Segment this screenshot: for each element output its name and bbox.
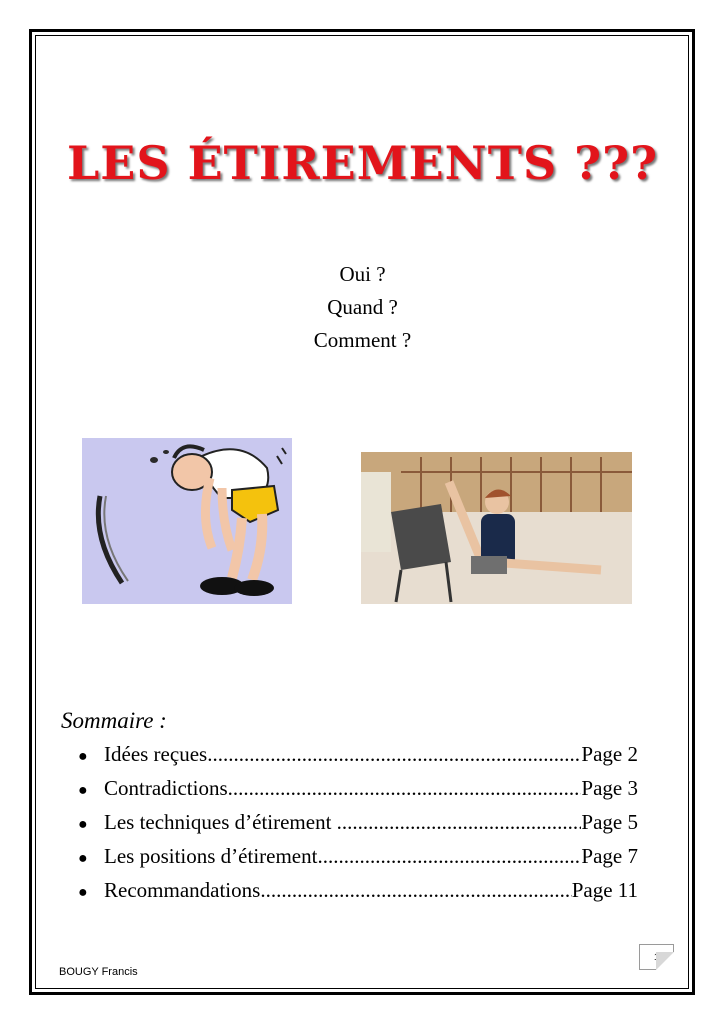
dot-leader xyxy=(337,810,582,835)
toc-item xyxy=(78,742,638,776)
page-number-box xyxy=(639,944,674,970)
toc-item xyxy=(78,844,638,878)
photo-gymnast-stretching-image xyxy=(361,452,632,604)
question-comment: Comment ? xyxy=(313,328,412,352)
toc-item-page: Page 11 xyxy=(571,878,638,902)
toc-item-label: Recommandations xyxy=(104,878,261,902)
bullet-icon: ● xyxy=(78,816,88,833)
toc-item-page: Page 7 xyxy=(581,844,638,868)
footer-author: BOUGY Francis xyxy=(59,966,138,978)
toc-item-label: Contradictions xyxy=(104,776,228,800)
question-quand: Quand ? xyxy=(327,295,398,319)
dot-leader xyxy=(207,742,581,767)
toc-item-label: Les techniques d’étirement xyxy=(104,810,337,834)
table-of-contents xyxy=(78,742,638,912)
dot-leader xyxy=(260,878,571,903)
toc-item-page: Page 5 xyxy=(581,810,638,834)
dot-leader xyxy=(228,776,582,801)
toc-item-page: Page 3 xyxy=(581,776,638,800)
cartoon-stretching-man-image xyxy=(82,438,292,604)
toc-item-label: Les positions d’étirement xyxy=(104,844,318,868)
question-list xyxy=(0,258,725,357)
page-title: LES ÉTIREMENTS ??? xyxy=(66,136,659,190)
bullet-icon: ● xyxy=(78,748,88,765)
bullet-icon: ● xyxy=(78,782,88,799)
sommaire-heading: Sommaire : xyxy=(61,708,167,733)
toc-item xyxy=(78,878,638,912)
toc-item-label: Idées reçues xyxy=(104,742,208,766)
toc-item-page: Page 2 xyxy=(581,742,638,766)
bullet-icon: ● xyxy=(78,884,88,901)
toc-item xyxy=(78,810,638,844)
page-curl-icon xyxy=(653,952,674,970)
toc-item xyxy=(78,776,638,810)
dot-leader xyxy=(317,844,581,869)
page-number: 1 xyxy=(653,952,659,962)
question-oui: Oui ? xyxy=(339,262,386,286)
bullet-icon: ● xyxy=(78,850,88,867)
